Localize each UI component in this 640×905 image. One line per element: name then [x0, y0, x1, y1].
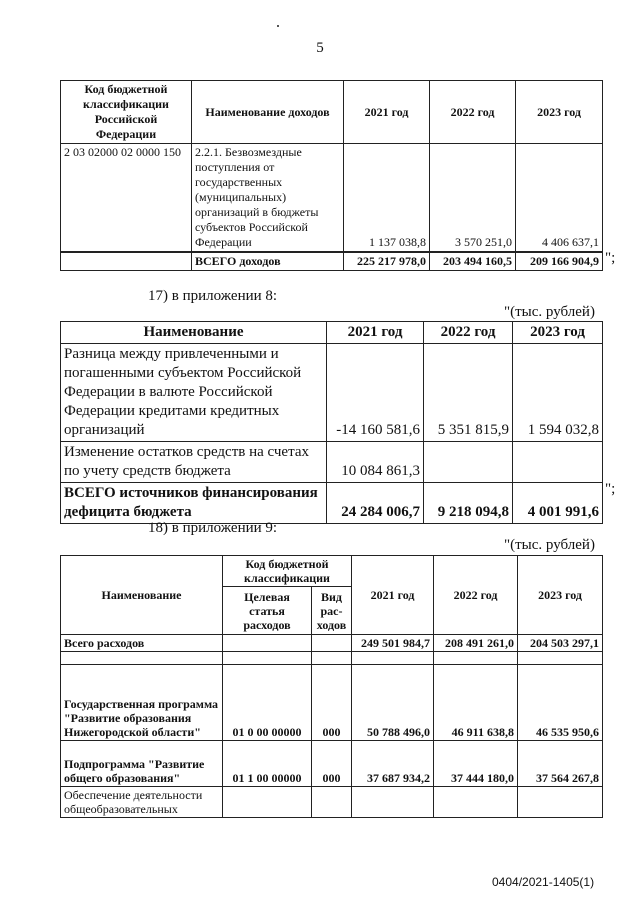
- table-row: [61, 787, 603, 818]
- row-value-2021: 10 084 861,3: [327, 442, 424, 483]
- total-2022: 9 218 094,8: [424, 483, 513, 524]
- row-kind: [312, 787, 352, 818]
- total-2023: 4 001 991,6: [513, 483, 603, 524]
- header-code-group: Код бюджетной классификации: [223, 556, 352, 587]
- table-row: [61, 741, 603, 787]
- row-value-2022: [434, 787, 518, 818]
- row-name: Обеспечение деятельности общеобразовательных: [61, 787, 223, 818]
- page-number: 5: [316, 40, 324, 56]
- row-value-2023: 4 406 637,1: [516, 144, 603, 253]
- total-label: Всего расходов: [61, 635, 223, 652]
- table-header-row: [61, 556, 603, 587]
- total-row: [61, 483, 603, 524]
- row-kind: 000: [312, 665, 352, 741]
- header-2023: 2023 год: [516, 81, 603, 144]
- scan-speck: [277, 25, 279, 27]
- row-value-2021: 1 137 038,8: [344, 144, 430, 253]
- header-2023: 2023 год: [518, 556, 603, 635]
- table-header-row: [61, 322, 603, 344]
- row-value-2021: -14 160 581,6: [327, 344, 424, 442]
- row-value-2022: 37 444 180,0: [434, 741, 518, 787]
- header-2021: 2021 год: [352, 556, 434, 635]
- header-2022: 2022 год: [434, 556, 518, 635]
- row-value-2021: [352, 787, 434, 818]
- row-value-2022: 46 911 638,8: [434, 665, 518, 741]
- revenue-table: [60, 80, 603, 271]
- row-target: 01 0 00 00000: [223, 665, 312, 741]
- row-value-2023: 1 594 032,8: [513, 344, 603, 442]
- row-value-2021: 37 687 934,2: [352, 741, 434, 787]
- row-name: Изменение остатков средств на счетах по учету средств бюджета: [61, 442, 327, 483]
- row-value-2023: 46 535 950,6: [518, 665, 603, 741]
- total-row: [61, 252, 603, 271]
- header-name: Наименование: [61, 322, 327, 344]
- document-code: 0404/2021-1405(1): [492, 875, 595, 889]
- table-row: [61, 144, 603, 253]
- header-2022: 2022 год: [424, 322, 513, 344]
- header-target: Целевая статья расходов: [223, 587, 312, 635]
- total-2023: 204 503 297,1: [518, 635, 603, 652]
- row-name: Государственная программа "Развитие образования Нижегородской области": [61, 665, 223, 741]
- row-name: Разница между привлеченными и погашенными субъектом Российской Федерации в валюте Российской Федерации кредитами кредитных организаций: [61, 344, 327, 442]
- section-17-heading: 17) в приложении 8:: [148, 288, 278, 304]
- header-kind: Вид рас-ходов: [312, 587, 352, 635]
- row-name: Подпрограмма "Развитие общего образования": [61, 741, 223, 787]
- header-code: Код бюджетной классификации Российской Федерации: [61, 81, 192, 144]
- closing-quote-2: ";: [605, 481, 616, 497]
- total-2023: 209 166 904,9: [516, 252, 603, 271]
- header-name: Наименование: [61, 556, 223, 635]
- total-2021: 225 217 978,0: [344, 252, 430, 271]
- header-2022: 2022 год: [430, 81, 516, 144]
- spacer-row: [61, 652, 603, 665]
- table-row: [61, 442, 603, 483]
- header-2021: 2021 год: [327, 322, 424, 344]
- total-2022: 203 494 160,5: [430, 252, 516, 271]
- row-value-2023: [513, 442, 603, 483]
- section-17-unit: "(тыс. рублей): [504, 304, 595, 320]
- total-label: ВСЕГО источников финансирования дефицита бюджета: [61, 483, 327, 524]
- row-target: [223, 787, 312, 818]
- row-value-2022: 3 570 251,0: [430, 144, 516, 253]
- table-row: [61, 665, 603, 741]
- row-value-2023: 37 564 267,8: [518, 741, 603, 787]
- row-value-2022: [424, 442, 513, 483]
- total-row: [61, 635, 603, 652]
- total-label: ВСЕГО доходов: [192, 252, 344, 271]
- expenditure-table: [60, 555, 603, 818]
- total-2021: 249 501 984,7: [352, 635, 434, 652]
- table-row: [61, 344, 603, 442]
- table-header-row: [61, 81, 603, 144]
- row-value-2023: [518, 787, 603, 818]
- header-2023: 2023 год: [513, 322, 603, 344]
- row-name: 2.2.1. Безвозмездные поступления от государственных (муниципальных) организаций в бюджеты субъектов Российской Федерации: [192, 144, 344, 253]
- header-name: Наименование доходов: [192, 81, 344, 144]
- row-value-2022: 5 351 815,9: [424, 344, 513, 442]
- row-target: 01 1 00 00000: [223, 741, 312, 787]
- total-2021: 24 284 006,7: [327, 483, 424, 524]
- financing-table: [60, 321, 603, 524]
- section-18-heading: 18) в приложении 9:: [148, 520, 278, 536]
- row-value-2021: 50 788 496,0: [352, 665, 434, 741]
- row-code: 2 03 02000 02 0000 150: [61, 144, 192, 253]
- total-2022: 208 491 261,0: [434, 635, 518, 652]
- closing-quote-1: ";: [605, 250, 616, 266]
- section-18-unit: "(тыс. рублей): [504, 537, 595, 553]
- header-2021: 2021 год: [344, 81, 430, 144]
- row-kind: 000: [312, 741, 352, 787]
